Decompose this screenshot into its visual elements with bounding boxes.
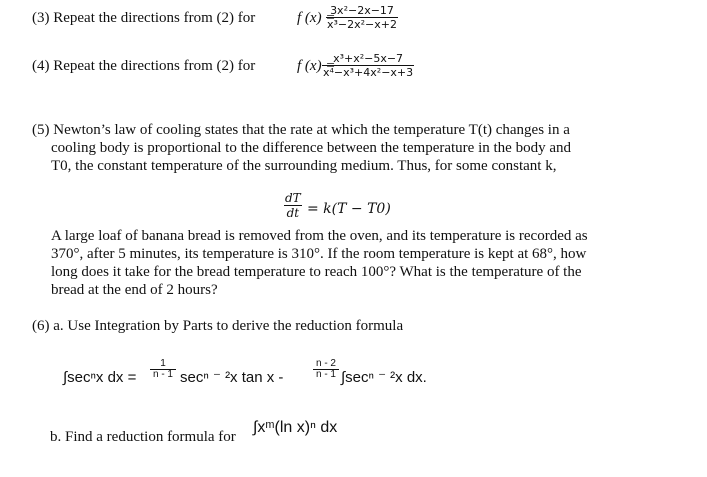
formula-coeff-2	[313, 359, 339, 380]
problem-5-intro	[32, 121, 632, 175]
problem-6a-label: (6) a. Use Integration by Parts to derive the reduction formula	[32, 318, 404, 334]
text-line: long does it take for the bread temperature to reach 100°? What is the temperature of the	[51, 264, 582, 280]
problem-4-fx: f (x) =	[297, 58, 336, 74]
derivative-denominator: dt	[284, 205, 302, 219]
problem-3-label: (3) Repeat the directions from (2) for	[32, 10, 256, 26]
problem-4-denominator: x⁴−x³+4x²−x+3	[323, 66, 414, 79]
coeff-2-numerator: n - 2	[315, 358, 336, 369]
problem-5-question	[51, 227, 651, 299]
problem-4-fraction	[322, 53, 414, 78]
formula-end: ∫secⁿ ⁻ ²x dx.	[341, 369, 427, 386]
text-line: T0, the constant temperature of the surrounding medium. Thus, for some constant k,	[51, 158, 557, 174]
problem-3-fx: f (x) =	[297, 10, 336, 26]
problem-3-denominator: x³−2x²−x+2	[327, 18, 397, 31]
cooling-equation-rhs: = k(T − T0)	[307, 201, 391, 217]
coeff-1-denominator: n - 1	[150, 369, 176, 380]
problem-4-numerator: x³+x²−5x−7	[333, 52, 404, 65]
formula-coeff-1	[150, 359, 176, 380]
text-line: A large loaf of banana bread is removed from the oven, and its temperature is recorded as	[51, 228, 588, 244]
cooling-derivative	[284, 192, 302, 219]
text-line: (5) Newton’s law of cooling states that the rate at which the temperature T(t) changes in a	[32, 122, 570, 138]
text-line: cooling body is proportional to the difference between the temperature in the body and	[51, 140, 571, 156]
problem-3-fraction	[326, 5, 398, 30]
formula-lhs: ∫secⁿx dx =	[63, 369, 137, 386]
text-line: bread at the end of 2 hours?	[51, 282, 218, 298]
formula-middle: secⁿ ⁻ ²x tan x -	[180, 369, 284, 386]
coeff-2-denominator: n - 1	[313, 369, 339, 380]
derivative-numerator: dT	[285, 191, 301, 205]
problem-6b-label: b. Find a reduction formula for	[50, 429, 236, 445]
problem-6b-integral: ∫xᵐ(ln x)ⁿ dx	[253, 419, 338, 436]
problem-3-numerator: 3x²−2x−17	[330, 4, 394, 17]
coeff-1-numerator: 1	[160, 358, 166, 369]
text-line: 370°, after 5 minutes, its temperature is 310°. If the room temperature is kept at 68°, how	[51, 246, 587, 262]
problem-4-label: (4) Repeat the directions from (2) for	[32, 58, 256, 74]
